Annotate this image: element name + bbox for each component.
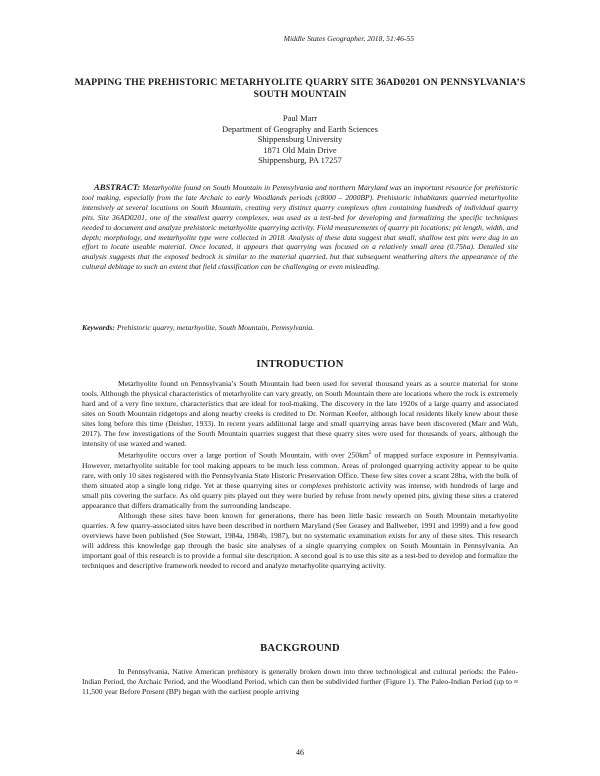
- keywords-text: Prehistoric quarry, metarhyolite, South Mountain, Pennsylvania.: [116, 323, 315, 332]
- p2-emphasis: complexes: [299, 480, 332, 490]
- abstract: [82, 183, 518, 272]
- p2-text-b: of mapped surface exposure in Pennsylvania. However, metarhyolite suitable for tool making appears to be much less common. Areas of prolonged quarrying activity appear to be quite rare, with only 10 sites registered with the Pennsylvania State Historic Preservation Office. These few sites cover a scant 28ha, with the bulk of them situated atop a single long ridge. Yet at these quarrying sites or: [82, 450, 519, 490]
- author-block: [100, 113, 500, 166]
- background-heading: BACKGROUND: [260, 643, 340, 654]
- p2-text-c: prehistoric activity was intense, with hundreds of large and small pits covering the surface. As old quarry pits played out they were buried by refuse from newly opened pits, giving these sites a cratered appearance that differs dramatically from the surrounding landscape.: [82, 480, 518, 510]
- introduction-paragraph-3: Although these sites have been known for generations, there has been little basic research on South Mountain metarhyolite quarries. A few quarry-associated sites have been described in northern Maryland (See Geasey and Ballweber, 1991 and 1999) and a few good overviews have been published (See Stewart, 1984a, 1984b, 1987), but no systematic examination exists for any of these sites. This research will address this knowledge gap through the basic site analyses of a single quarrying complex on South Mountain in Pennsylvania. An important goal of this research is to provide a formal site description. A second goal is to use this site as a test-bed to develop and formalize the techniques and descriptive framework needed to record and analyze metarhyolite quarrying activity.: [82, 510, 518, 570]
- p2-text-a: Metarhyolite occurs over a large portion of South Mountain, with over 250km: [118, 450, 369, 460]
- p2-superscript: 2: [368, 451, 372, 456]
- introduction-paragraph-1: Metarhyolite found on Pennsylvania’s South Mountain had been used for several thousand years as a source material for stone tools. Although the physical characteristics of metarhyolite can vary greatly, on South Mountain there are locations where the rock is extremely hard and of a very fine texture, characteristics that are ideal for tool-making. The discovery in the late 1920s of a large quarry and associated sites on South Mountain ridgetops and along nearby creeks is credited to Dr. Norman Keefer, although local residents likely knew about these sites long before this time (Deisher, 1933). In recent years additional large and small quarrying areas have been discovered (Marr and Wah, 2017). The few investigations of the South Mountain quarries suggest that these quarry sites were used for thousands of years, although the intensity of use waxed and waned.: [82, 379, 518, 448]
- introduction-paragraph-2: [82, 449, 518, 511]
- background-body: [82, 667, 518, 697]
- author-name: Paul Marr: [282, 113, 318, 123]
- abstract-label: ABSTRACT:: [94, 182, 141, 192]
- paper-title: MAPPING THE PREHISTORIC METARHYOLITE QUARRY SITE 36AD0201 ON PENNSYLVANIA’S SOUTH MOUNTAIN: [74, 77, 526, 100]
- author-department: Department of Geography and Earth Sciences: [221, 123, 378, 134]
- background-paragraph-1: In Pennsylvania, Native American prehistory is generally broken down into three technological and cultural periods: the Paleo-Indian Period, the Archaic Period, and the Woodland Period, which can then be subdivided further (Figure 1). The Paleo-Indian Period (up to ≈ 11,500 year Before Present (BP) began with the earliest people arriving: [82, 667, 518, 696]
- abstract-text: Metarhyolite found on South Mountain in Pennsylvania and northern Maryland was an important resource for prehistoric tool making, especially from the late Archaic to early Woodlands periods (c8000 – 2000BP). Prehistoric inhabitants quarried metarhyolite intensively at several locations on South Mountain, creating very distinct quarry complexes often containing hundreds of individual quarry pits. Site 36AD0201, one of the smallest quarry complexes, was used as a test-bed for developing and formalizing the specific techniques needed to document and analyze prehistoric metarhyolite quarrying activity. Field measurements of quarry pit locations; pit length, width, and depth; morphology, and metarhyolite type were collected in 2018. Analysis of these data suggest that small, shallow test pits were dug in an effort to locate useable material. Once located, it appears that quarrying was focused on a relatively small area (0.75ha). Detailed site analysis suggests that the exposed bedrock is similar to the material quarried, but that subsequent weathering alters the appearance of the cultural debitage to such an extent that field classification can be challenging or even misleading.: [82, 183, 518, 272]
- introduction-heading: INTRODUCTION: [256, 359, 344, 370]
- page-number: 46: [296, 748, 304, 757]
- keywords: [82, 323, 518, 332]
- journal-citation: Middle States Geographer, 2018, 51:46-55: [283, 34, 414, 43]
- keywords-label: Keywords:: [82, 323, 115, 332]
- author-university: Shippensburg University: [257, 134, 343, 145]
- introduction-body: [82, 379, 518, 571]
- author-city: Shippensburg, PA 17257: [258, 155, 342, 166]
- author-street: 1871 Old Main Drive: [263, 144, 337, 155]
